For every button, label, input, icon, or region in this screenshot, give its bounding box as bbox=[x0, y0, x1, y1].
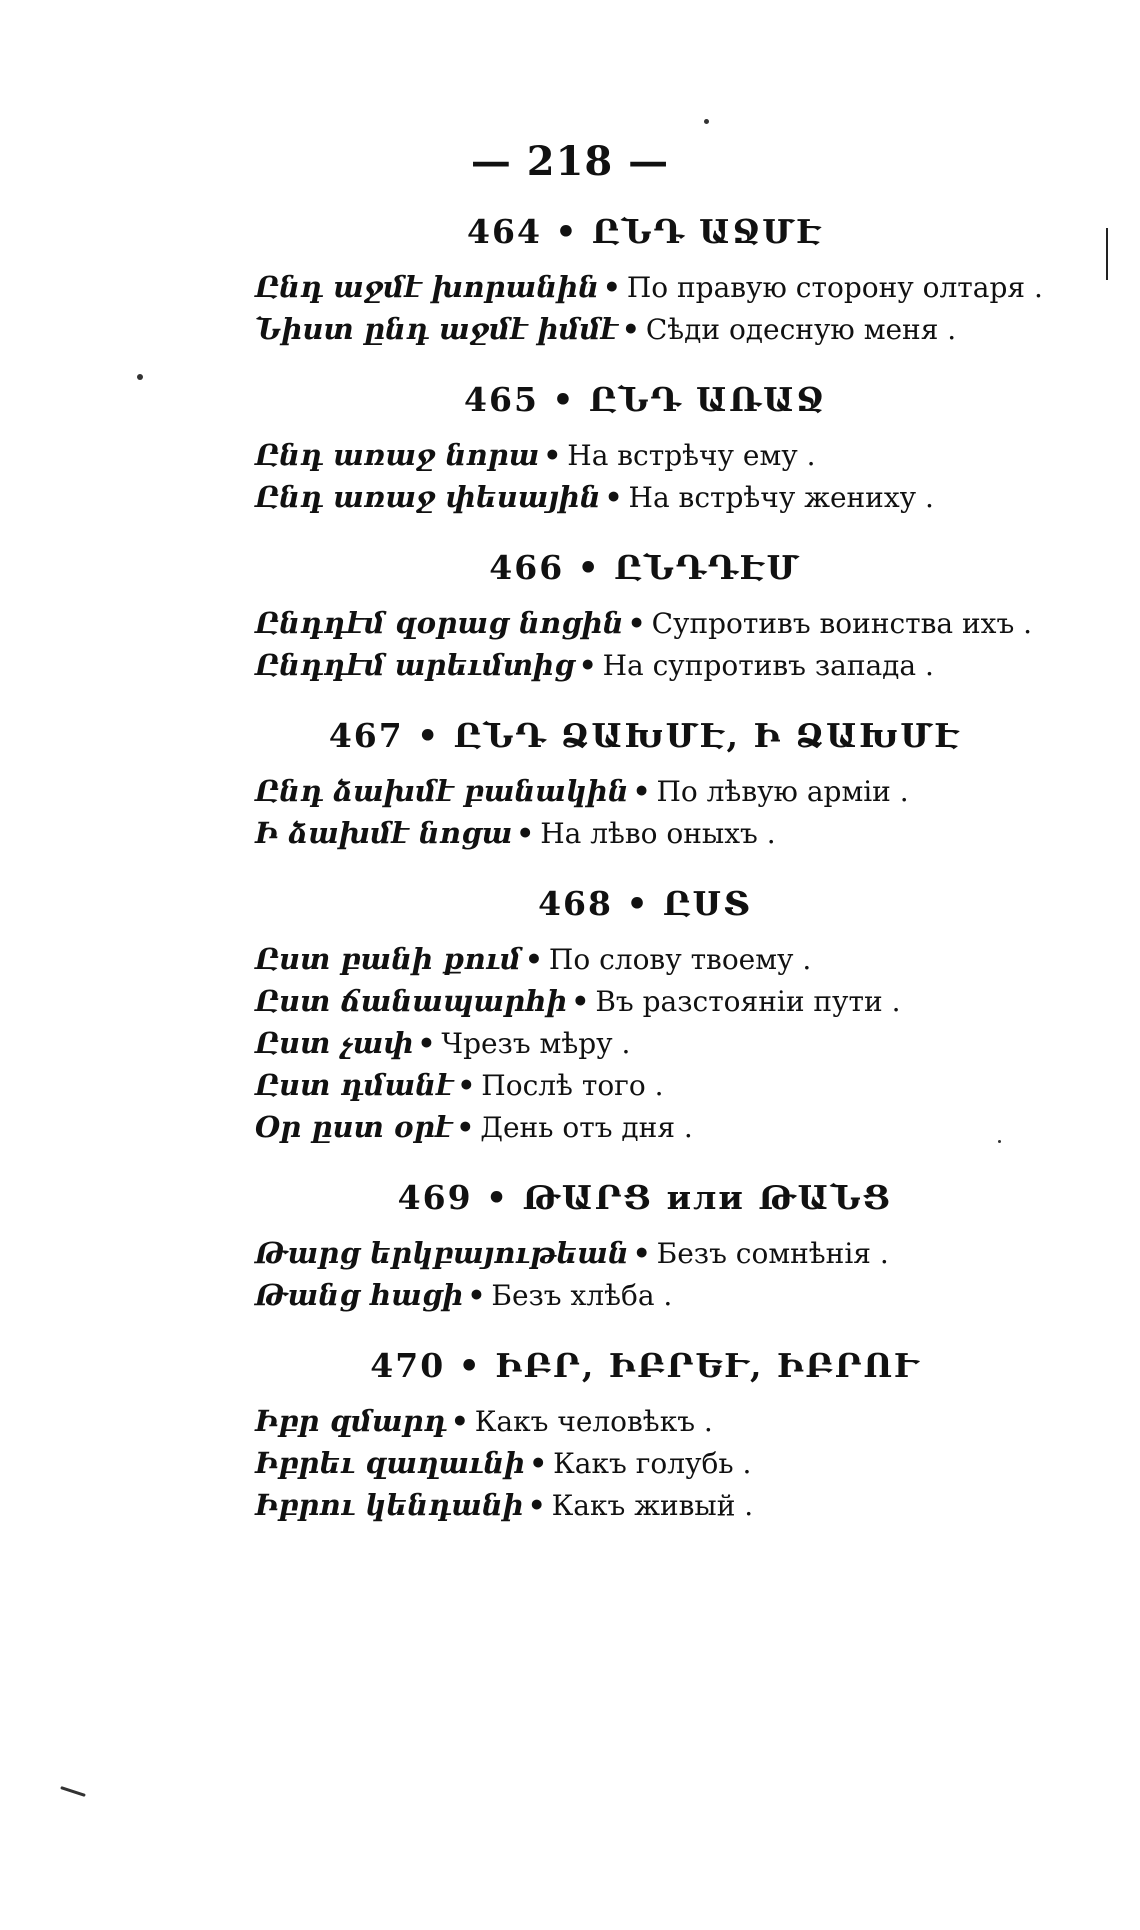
section-469 bbox=[0, 1176, 1140, 1312]
armenian-phrase: Ընդդէմ զօրաց նոցին bbox=[255, 606, 624, 640]
russian-translation: Сѣди одесную меня . bbox=[645, 313, 957, 346]
example-line bbox=[255, 476, 1140, 518]
russian-translation: Послѣ того . bbox=[481, 1069, 664, 1102]
bullet-separator: • bbox=[417, 1027, 436, 1060]
bullet-separator: • bbox=[578, 649, 597, 682]
section-464 bbox=[0, 210, 1140, 346]
example-line bbox=[255, 1442, 1140, 1484]
bullet-separator: • bbox=[604, 481, 623, 514]
armenian-phrase: Թարց երկբայութեան bbox=[255, 1236, 629, 1270]
russian-translation: День отъ дня . bbox=[480, 1111, 693, 1144]
example-line bbox=[255, 1400, 1140, 1442]
armenian-phrase: Իբրու կենդանի bbox=[255, 1488, 524, 1522]
russian-translation: На встрѣчу ему . bbox=[567, 439, 816, 472]
armenian-phrase: Ըստ դմանէ bbox=[255, 1068, 454, 1102]
example-line bbox=[255, 1064, 1140, 1106]
russian-translation: На лѣво оныхъ . bbox=[540, 817, 776, 850]
section-465 bbox=[0, 378, 1140, 514]
section-467 bbox=[0, 714, 1140, 850]
ink-speck bbox=[60, 1786, 86, 1797]
bullet-separator: • bbox=[621, 313, 640, 346]
russian-translation: По правую сторону олтаря . bbox=[626, 271, 1043, 304]
armenian-phrase: Ընդ աջմէ խորանին bbox=[255, 270, 599, 304]
russian-translation: Супротивъ воинства ихъ . bbox=[651, 607, 1033, 640]
example-line bbox=[255, 266, 1140, 308]
section-heading: 467 • ԸՆԴ ՁԱԽՄԷ, Ի ՁԱԽՄԷ bbox=[328, 716, 962, 755]
russian-translation: Какъ человѣкъ . bbox=[474, 1405, 713, 1438]
armenian-phrase: Իբրեւ զաղաւնի bbox=[255, 1446, 526, 1480]
example-line bbox=[255, 602, 1140, 644]
russian-translation: На встрѣчу жениху . bbox=[628, 481, 934, 514]
armenian-phrase: Ընդդէմ արեւմտից bbox=[255, 648, 575, 682]
russian-translation: Безъ сомнѣнія . bbox=[656, 1237, 889, 1270]
section-heading: 470 • ԻԲՐ, ԻԲՐԵՒ, ԻԲՐՈՒ bbox=[370, 1346, 920, 1385]
bullet-separator: • bbox=[632, 775, 651, 808]
example-line bbox=[255, 308, 1140, 350]
armenian-phrase: Ըստ բանի քում bbox=[255, 942, 522, 976]
armenian-phrase: Ըստ ճանապարհի bbox=[255, 984, 568, 1018]
example-line bbox=[255, 938, 1140, 980]
section-heading: 465 • ԸՆԴ ԱՌԱՋ bbox=[464, 380, 826, 419]
bullet-separator: • bbox=[571, 985, 590, 1018]
armenian-phrase: Թանց հացի bbox=[255, 1278, 464, 1312]
bullet-separator: • bbox=[467, 1279, 486, 1312]
section-470 bbox=[0, 1344, 1140, 1522]
example-line bbox=[255, 1232, 1140, 1274]
armenian-phrase: Նիստ ընդ աջմէ իմմէ bbox=[255, 312, 618, 346]
example-line bbox=[255, 1484, 1140, 1526]
bullet-separator: • bbox=[632, 1237, 651, 1270]
armenian-phrase: Ըստ չափ bbox=[255, 1026, 414, 1060]
example-line bbox=[255, 1106, 1140, 1148]
bullet-separator: • bbox=[457, 1069, 476, 1102]
russian-translation: Въ разстояніи пути . bbox=[595, 985, 901, 1018]
example-line bbox=[255, 980, 1140, 1022]
section-heading: 464 • ԸՆԴ ԱՋՄԷ bbox=[467, 212, 823, 251]
section-heading: 468 • ԸՍՏ bbox=[538, 884, 752, 923]
example-line bbox=[255, 812, 1140, 854]
page-number: — 218 — bbox=[470, 138, 670, 185]
armenian-phrase: Ընդ առաջ նորա bbox=[255, 438, 540, 472]
armenian-phrase: Ի ձախմէ նոցա bbox=[255, 816, 513, 850]
section-heading: 466 • ԸՆԴԴԷՄ bbox=[489, 548, 801, 587]
russian-translation: На супротивъ запада . bbox=[602, 649, 934, 682]
bullet-separator: • bbox=[516, 817, 535, 850]
ink-speck bbox=[704, 119, 709, 124]
russian-translation: Чрезъ мѣру . bbox=[441, 1027, 631, 1060]
section-heading: 469 • ԹԱՐՑ или ԹԱՆՑ bbox=[397, 1178, 893, 1217]
bullet-separator: • bbox=[602, 271, 621, 304]
russian-translation: Безъ хлѣба . bbox=[491, 1279, 673, 1312]
bullet-separator: • bbox=[527, 1489, 546, 1522]
bullet-separator: • bbox=[543, 439, 562, 472]
armenian-phrase: Օր ըստ օրէ bbox=[255, 1110, 453, 1144]
bullet-separator: • bbox=[627, 607, 646, 640]
armenian-phrase: Ընդ ձախմէ բանակին bbox=[255, 774, 629, 808]
bullet-separator: • bbox=[529, 1447, 548, 1480]
bullet-separator: • bbox=[450, 1405, 469, 1438]
section-466 bbox=[0, 546, 1140, 682]
example-line bbox=[255, 434, 1140, 476]
russian-translation: По лѣвую арміи . bbox=[656, 775, 909, 808]
example-line bbox=[255, 644, 1140, 686]
armenian-phrase: Ընդ առաջ փեսային bbox=[255, 480, 601, 514]
russian-translation: Какъ живый . bbox=[551, 1489, 754, 1522]
example-line bbox=[255, 770, 1140, 812]
armenian-phrase: Իբր զմարդ bbox=[255, 1404, 447, 1438]
bullet-separator: • bbox=[456, 1111, 475, 1144]
section-468 bbox=[0, 882, 1140, 1144]
russian-translation: По слову твоему . bbox=[548, 943, 812, 976]
russian-translation: Какъ голубь . bbox=[553, 1447, 752, 1480]
bullet-separator: • bbox=[525, 943, 543, 976]
example-line bbox=[255, 1274, 1140, 1316]
example-line bbox=[255, 1022, 1140, 1064]
